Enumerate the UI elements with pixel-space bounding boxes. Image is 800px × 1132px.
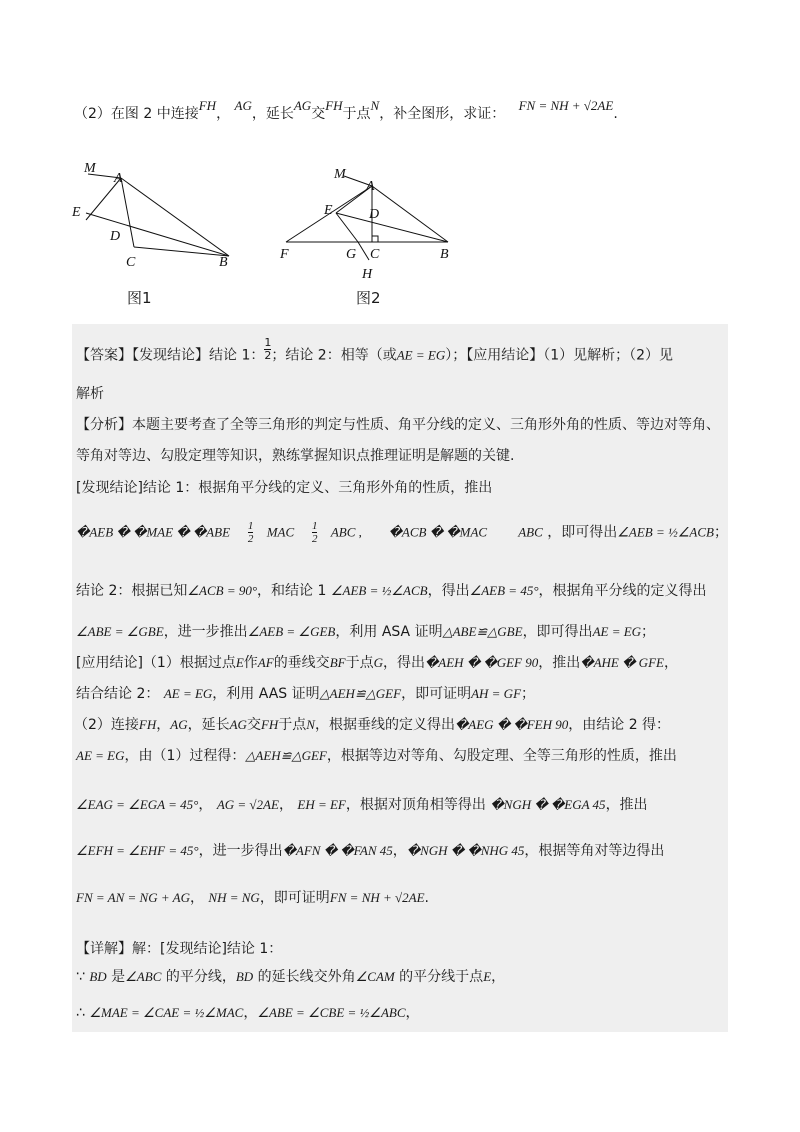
math-expr: ∠ABC	[125, 969, 162, 984]
answer-text: ）；【应用结论】（1）见解析；（2）见	[445, 347, 674, 364]
label-d: D	[110, 229, 121, 244]
text: ；	[713, 524, 728, 541]
math-expr: ∠ABE = ∠GBE	[76, 624, 164, 639]
text: ，由结论 2 得：	[568, 717, 671, 733]
text: .	[424, 890, 429, 906]
text: [应用结论]（1）根据过点	[76, 655, 236, 671]
answer-text: ；结论 2：相等（或	[271, 347, 397, 364]
label-b: B	[440, 247, 449, 262]
text: ；	[641, 624, 656, 640]
frac-den: 2	[247, 533, 254, 545]
text: 于点	[278, 717, 307, 733]
math-ae-eg: AE = EG	[396, 347, 446, 363]
text: 是	[106, 969, 126, 985]
text: ，即可证明	[259, 890, 330, 906]
math-expr: ∠AEB = 45°	[469, 583, 539, 598]
math-expr: AG = √2AE	[216, 797, 279, 812]
text: ，得出	[427, 583, 470, 599]
text: ，推出	[538, 655, 581, 671]
label-m: M	[334, 167, 346, 182]
text: 的平分线，	[161, 969, 236, 985]
label-d: D	[369, 207, 380, 222]
text: ，	[198, 797, 213, 813]
text: ，即可得出	[547, 524, 618, 541]
text: ，延长	[187, 717, 230, 733]
text: ，得出	[382, 655, 425, 671]
math-expr: △AEH≌△GEF	[245, 748, 327, 763]
math-expr: �AEH � �GEF 90	[424, 655, 539, 670]
text: ，根据等角对等边得出	[524, 843, 665, 859]
equation-row-1	[76, 520, 728, 545]
text: ∵	[76, 969, 90, 985]
math-expr: ABC ,	[330, 524, 362, 540]
label-a: A	[366, 179, 375, 194]
label-g: G	[346, 247, 357, 262]
math-expr: �AFN � �FAN 45	[282, 843, 393, 858]
text: ，即可证明	[401, 686, 472, 702]
math-expr: △ABE≌△GBE	[442, 624, 523, 639]
math-expr: AF	[257, 655, 274, 670]
math-fh: FH	[198, 98, 217, 113]
analysis-line-1: 【分析】本题主要考查了全等三角形的判定与性质、角平分线的定义、三角形外角的性质、等边对等角、	[76, 417, 720, 433]
part-2-line-3	[76, 794, 648, 814]
math-expr: ∠CAM	[355, 969, 395, 984]
math-expr: E	[483, 969, 492, 984]
text: ，根据等边对等角、勾股定理、全等三角形的性质，推出	[326, 748, 677, 764]
line-gh	[358, 242, 369, 260]
answer-heading: 【答案】【发现结论】结论 1：	[76, 347, 265, 364]
label-f: F	[280, 247, 289, 262]
math-expr: △AEH≌△GEF	[319, 686, 402, 701]
part-2-line-5	[76, 887, 429, 907]
text: ，根据对顶角相等得出	[345, 797, 486, 813]
text: ，进一步推出	[163, 624, 248, 640]
question-prefix: （2）在图 2 中连接	[74, 106, 199, 122]
question-line	[74, 98, 618, 123]
line-ab	[372, 186, 448, 242]
math-expr: FN = AN = NG + AG	[76, 890, 190, 905]
frac-num: 1	[311, 520, 318, 532]
math-expr: FH	[260, 717, 279, 732]
text: 于点	[345, 655, 374, 671]
math-expr: E	[235, 655, 244, 670]
label-c: C	[126, 255, 136, 270]
math-ag: AG	[293, 98, 312, 113]
math-expr: �ACB � �MAC	[388, 524, 488, 540]
math-ag: AG	[234, 98, 252, 113]
label-b: B	[219, 255, 228, 270]
text: ，	[278, 797, 293, 813]
math-expr: EH = EF	[297, 797, 346, 812]
math-expr: ∠ABE = ∠CBE = ½∠ABC	[257, 1005, 406, 1020]
label-h: H	[362, 267, 373, 282]
text: ，利用 AAS 证明	[212, 686, 320, 702]
text: 的平分线于点	[394, 969, 484, 985]
text: ，	[663, 655, 678, 671]
detail-line-1	[76, 966, 505, 986]
part-2-line-4	[76, 840, 664, 860]
math-expr: ∠EAG = ∠EGA = 45°	[76, 797, 199, 812]
text: ，由（1）过程得：	[124, 748, 246, 764]
math-expr: AE = EG	[163, 686, 213, 701]
label-e: E	[324, 203, 333, 218]
line-eb	[336, 213, 448, 242]
answer-line-1	[76, 336, 674, 368]
label-m: M	[84, 161, 96, 176]
frac-num: 1	[264, 336, 272, 349]
text: 结论 2：根据已知	[76, 583, 188, 599]
math-expr: G	[373, 655, 383, 670]
text: ，	[405, 1005, 420, 1021]
math-expr: �NGH � �EGA 45	[490, 797, 606, 812]
text: 的垂线交	[273, 655, 330, 671]
text: （2）连接	[74, 717, 139, 733]
text: ，根据垂线的定义得出	[314, 717, 455, 733]
math-n: N	[370, 98, 380, 113]
application-2-line	[76, 683, 535, 703]
line-ac	[121, 178, 134, 247]
text: ，利用 ASA 证明	[335, 624, 443, 640]
math-expr: AE = EG	[76, 748, 125, 763]
found-line-1: [发现结论]结论 1：根据角平分线的定义、三角形外角的性质，推出	[76, 480, 493, 496]
math-expr: ∠AEB = ½∠ACB	[617, 524, 714, 540]
part-2-line-1	[74, 714, 670, 734]
math-expr: ABC	[518, 524, 543, 540]
math-expr: AE = EG	[592, 624, 642, 639]
text: ，根据角平分线的定义得出	[538, 583, 707, 599]
text: ，	[491, 969, 506, 985]
conclusion-2-line	[76, 580, 707, 600]
math-expr: AG	[229, 717, 247, 732]
label-c: C	[370, 247, 380, 262]
text: ，	[156, 717, 171, 733]
text: ，进一步得出	[198, 843, 283, 859]
text-atpoint: 于点	[342, 106, 371, 122]
label-e: E	[72, 205, 81, 220]
math-expr: ∠AEB = ½∠ACB	[330, 583, 428, 598]
math-expr: �NGH � �NHG 45	[406, 843, 525, 858]
frac-den: 2	[264, 349, 272, 362]
figure-1-caption: 图1	[127, 289, 152, 307]
text: ∴	[76, 1005, 90, 1021]
text: 作	[243, 655, 258, 671]
math-expr: ∠MAE = ∠CAE = ½∠MAC	[89, 1005, 244, 1020]
text: ；	[521, 686, 536, 702]
application-1-line	[76, 652, 678, 672]
analysis-line-2: 等角对等边、勾股定理等知识，熟练掌握知识点推理证明是解题的关键.	[76, 448, 515, 464]
detail-line-2	[76, 1002, 420, 1022]
math-expr: ∠ACB = 90°	[187, 583, 258, 598]
fraction-half	[312, 520, 318, 545]
math-expr: �AEG � �FEH 90	[454, 717, 569, 732]
figure-2-diagram	[276, 160, 466, 290]
answer-line-2: 解析	[76, 386, 104, 402]
math-expr: MAC	[266, 524, 295, 540]
text: 交	[246, 717, 261, 733]
detail-heading: 【详解】解：[发现结论]结论 1：	[76, 941, 283, 957]
figure-1-diagram	[66, 150, 246, 270]
text: 结合结论 2：	[76, 686, 160, 702]
fraction-half	[248, 520, 254, 545]
text: ，和结论 1	[257, 583, 327, 599]
math-expr: NH = NG	[208, 890, 260, 905]
figure-2-caption: 图2	[356, 289, 381, 307]
conclusion-3-line	[76, 621, 655, 641]
text: ，即可得出	[522, 624, 593, 640]
text-cross: 交	[311, 106, 326, 122]
math-expr: BD	[89, 969, 107, 984]
math-expr: AH = GF	[471, 686, 522, 701]
text: ，	[189, 890, 204, 906]
math-expr: BF	[329, 655, 346, 670]
math-expr: �AEB � �MAE � �ABE	[76, 524, 231, 540]
fraction-half	[264, 337, 271, 362]
math-expr: ∠EFH = ∠EHF = 45°	[76, 843, 199, 858]
text-rest: ，补全图形，求证：	[379, 106, 506, 122]
math-formula: FN = NH + √2AE	[518, 98, 614, 113]
comma: ，	[216, 106, 231, 122]
right-angle-mark	[372, 236, 378, 242]
math-fh: FH	[325, 98, 343, 113]
math-expr: N	[306, 717, 315, 732]
line-ab	[121, 178, 229, 256]
math-expr: �AHE � GFE	[580, 655, 664, 670]
text: 的延长线交外角	[253, 969, 356, 985]
text-extend: ，延长	[251, 106, 294, 122]
text: ，	[392, 843, 407, 859]
math-expr: AG	[170, 717, 188, 732]
frac-den: 2	[311, 533, 318, 545]
math-expr: FN = NH + √2AE	[329, 890, 425, 905]
text-period: .	[613, 106, 618, 122]
math-expr: ∠AEB = ∠GEB	[247, 624, 336, 639]
part-2-line-2	[76, 745, 677, 765]
frac-num: 1	[247, 520, 254, 532]
math-expr: BD	[235, 969, 254, 984]
label-a: A	[114, 171, 123, 186]
text: ，	[243, 1005, 258, 1021]
text: ，推出	[605, 797, 648, 813]
math-expr: FH	[138, 717, 157, 732]
